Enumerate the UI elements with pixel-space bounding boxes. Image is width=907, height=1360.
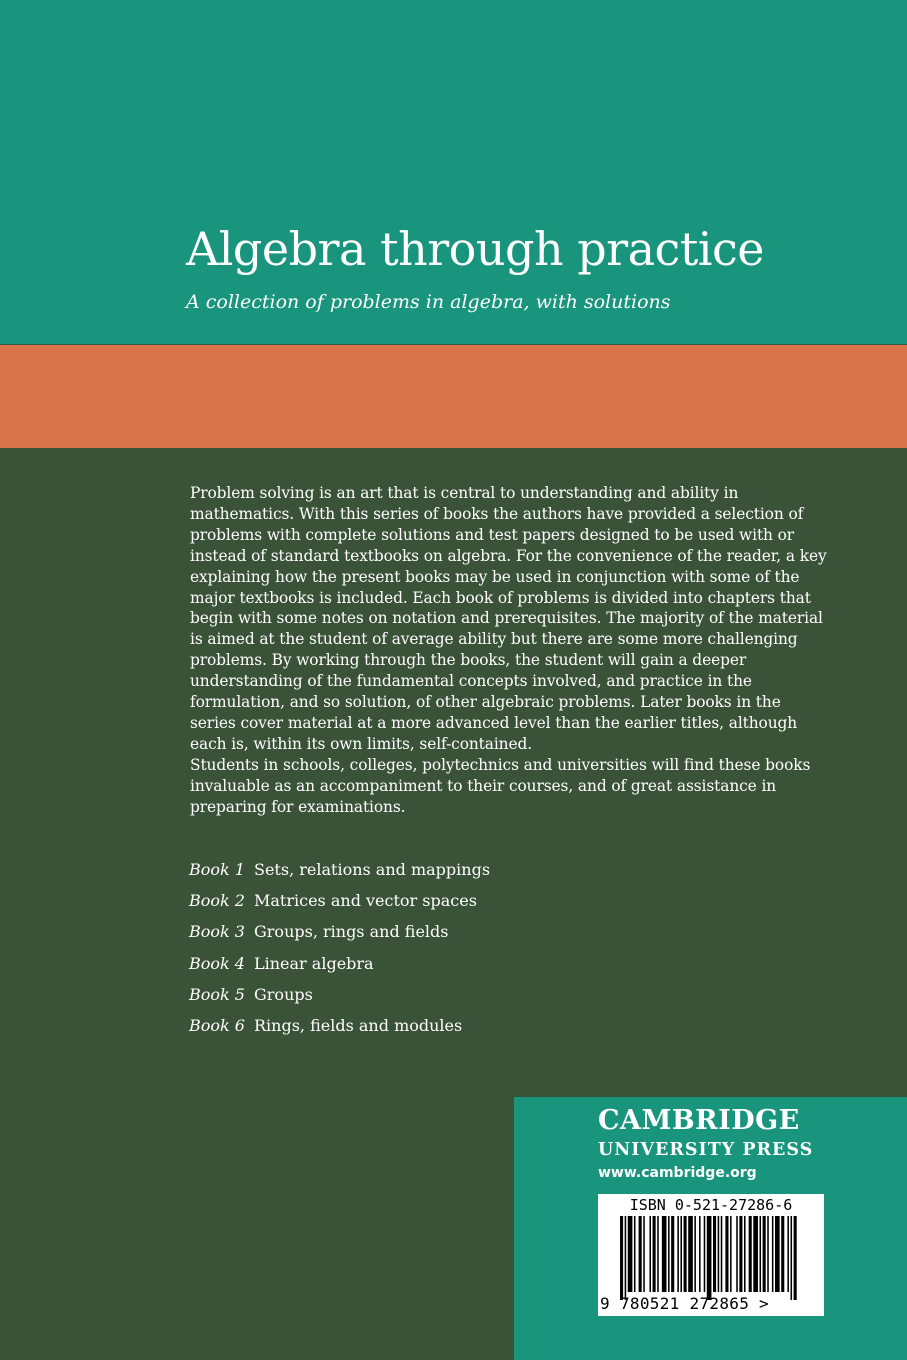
barcode-bar (721, 1216, 723, 1292)
description-paragraph-1: Problem solving is an art that is central to understanding and ability in mathematics. With this series of books the authors have provided a selection of problems with complete solutions and test papers designed to be used with or instead of standard textbooks on algebra. For the convenience of the reader, a key explaining how the present books may be used in conjunction with some of the major textbooks is included. Each book of problems is divided into chapters that begin with some notes on notation and prerequisites. The majority of the material is aimed at the student of average ability but there are some more challenging problems. By working through the books, the student will gain a deeper understanding of the fundamental concepts involved, and practice in the formulation, and so solution, of other algebraic problems. Later books in the series cover material at a more advanced level than the earlier titles, although each is, within its own limits, self-contained. (190, 484, 827, 753)
book-number: Book 3 (189, 922, 245, 942)
barcode (598, 1194, 824, 1316)
barcode-bar (707, 1216, 712, 1300)
isbn-label: ISBN 0-521-27286-6 (629, 1196, 793, 1214)
book-number: Book 6 (189, 1015, 245, 1035)
barcode-bar (671, 1216, 674, 1292)
description (190, 483, 830, 818)
barcode-bar (794, 1216, 797, 1300)
barcode-bar (653, 1216, 656, 1292)
barcode-bar (662, 1216, 667, 1292)
barcode-bar (694, 1216, 696, 1292)
accent-band (0, 344, 907, 449)
barcode-bar (781, 1216, 784, 1292)
barcode-bar (763, 1216, 766, 1292)
barcode-bar (680, 1216, 682, 1292)
barcode-bar (625, 1216, 627, 1300)
barcode-bar (767, 1216, 769, 1292)
description-paragraph-2: Students in schools, colleges, polytechnics and universities will find these books invaluable as an accompaniment to their courses, and of great assistance in preparing for examinations. (190, 755, 811, 816)
barcode-bar (634, 1216, 636, 1292)
barcode-bar (775, 1216, 780, 1292)
book-title-item: Rings, fields and modules (254, 1015, 463, 1035)
list-item (189, 1014, 490, 1045)
barcode-bar (736, 1216, 738, 1292)
barcode-bar (649, 1216, 651, 1292)
barcode-bar (718, 1216, 720, 1292)
book-title-item: Linear algebra (254, 953, 374, 973)
book-title-item: Sets, relations and mappings (254, 860, 491, 879)
barcode-bar (753, 1216, 758, 1292)
publisher-block (514, 1097, 907, 1360)
book-number: Book 4 (189, 953, 245, 973)
barcode-bar (643, 1216, 645, 1292)
barcode-bar (628, 1216, 633, 1292)
list-item (189, 952, 490, 983)
barcode-bar (730, 1216, 732, 1292)
book-series-list (189, 858, 490, 1045)
barcode-bar (639, 1216, 642, 1292)
book-subtitle: A collection of problems in algebra, with solutions (186, 291, 671, 313)
barcode-bar (744, 1216, 746, 1292)
barcode-bar (699, 1216, 701, 1292)
barcode-bar (791, 1216, 793, 1300)
barcode-bar (787, 1216, 789, 1292)
book-title-item: Groups, rings and fields (254, 922, 449, 942)
publisher-subname: UNIVERSITY PRESS (598, 1140, 814, 1160)
ean-digits: 780521 272865 > (620, 1294, 769, 1313)
barcode-bar (684, 1216, 687, 1292)
barcode-bar (739, 1216, 742, 1292)
barcode-bar (760, 1216, 762, 1292)
book-title-item: Groups (254, 984, 313, 1004)
book-title: Algebra through practice (186, 222, 765, 276)
ean-first-digit: 9 (600, 1294, 610, 1313)
barcode-bar (688, 1216, 693, 1292)
barcode-bar (657, 1216, 659, 1292)
publisher-name: CAMBRIDGE (598, 1105, 800, 1136)
list-item (189, 889, 490, 920)
publisher-url: www.cambridge.org (598, 1165, 757, 1181)
barcode-bar (749, 1216, 752, 1292)
barcode-bar (668, 1216, 670, 1292)
barcode-bar (620, 1216, 623, 1300)
book-title-item: Matrices and vector spaces (254, 891, 477, 911)
barcode-bar (713, 1216, 716, 1292)
book-number: Book 5 (189, 984, 245, 1004)
list-item (189, 858, 490, 889)
barcode-bar (772, 1216, 774, 1292)
barcode-bar (725, 1216, 728, 1292)
barcode-bar (704, 1216, 706, 1292)
barcode-bar (677, 1216, 679, 1292)
list-item (189, 920, 490, 951)
book-number: Book 2 (189, 891, 245, 911)
list-item (189, 983, 490, 1014)
book-number: Book 1 (189, 860, 245, 879)
